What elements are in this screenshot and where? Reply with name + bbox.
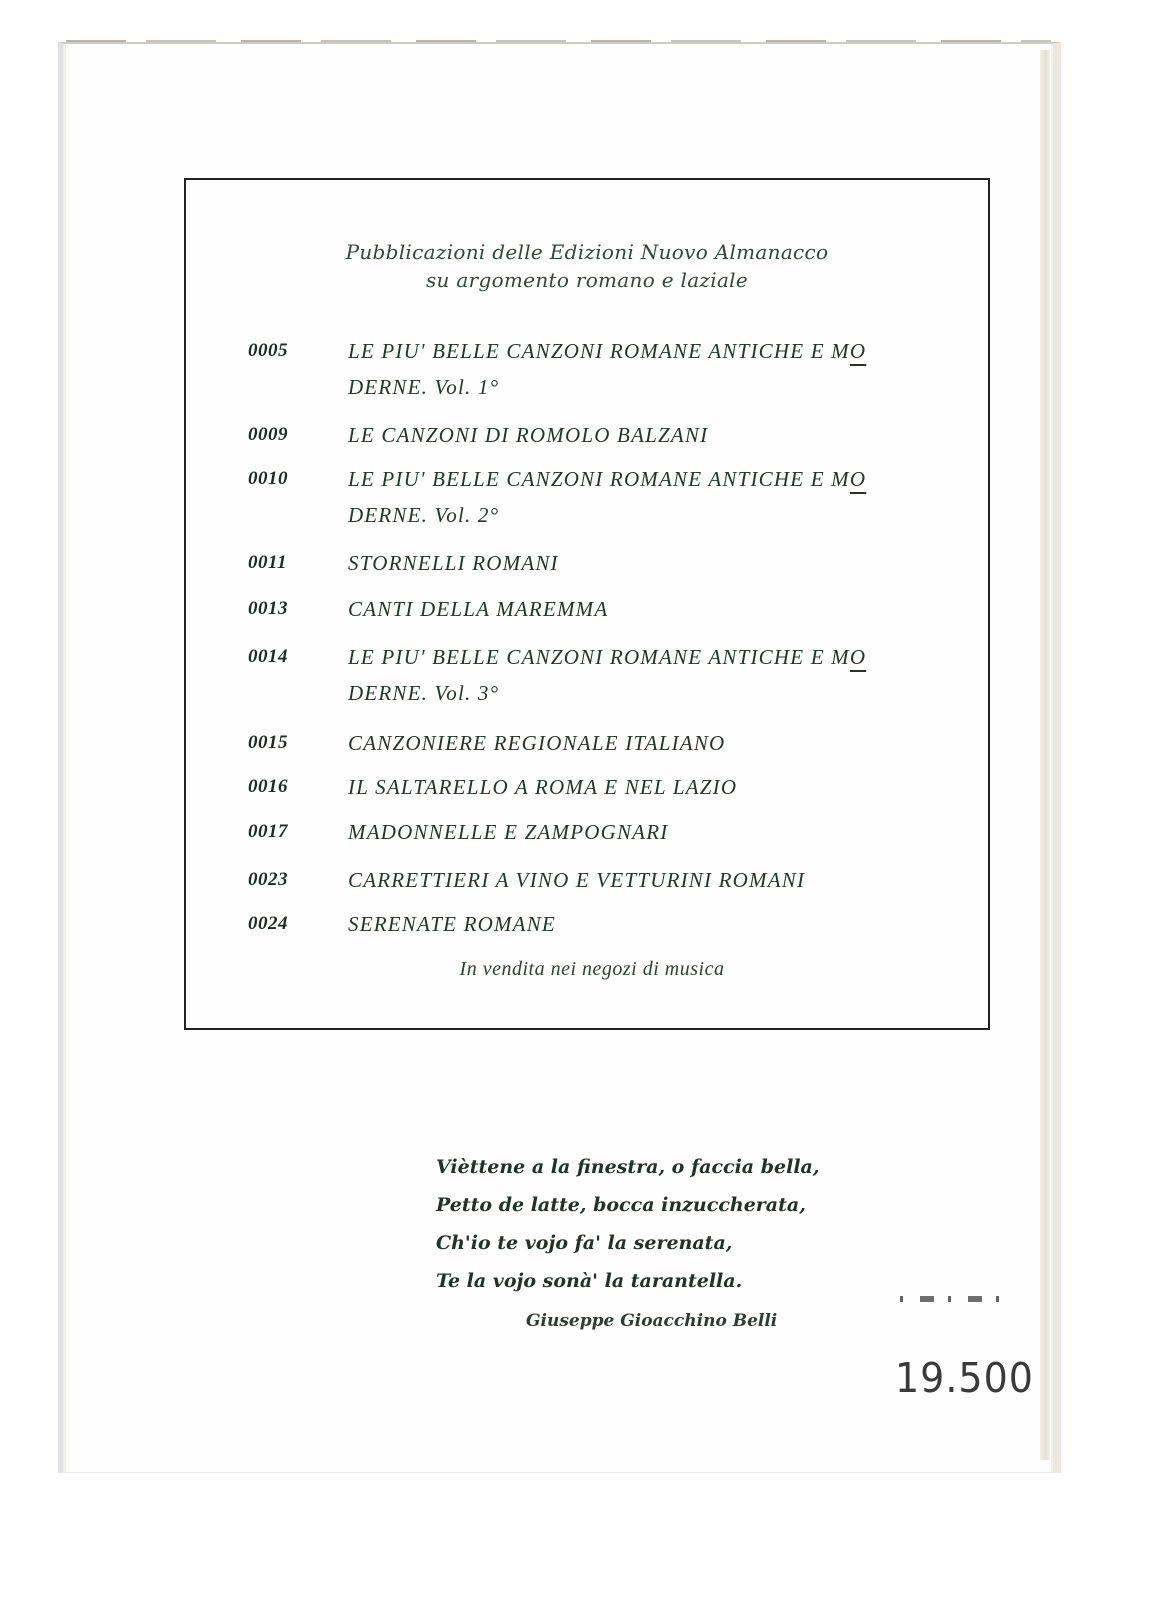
catalog-title xyxy=(348,461,948,533)
catalog-footer: In vendita nei negozi di musica xyxy=(459,958,725,980)
catalog-title: STORNELLI ROMANI xyxy=(348,551,559,575)
cover-top-edge xyxy=(66,40,1051,42)
catalog-heading xyxy=(186,238,988,294)
catalog-list xyxy=(248,340,948,953)
title-text-continued: DERNE. Vol. 1° xyxy=(348,375,500,399)
catalog-code: 0015 xyxy=(248,732,288,753)
title-text-underlined: O xyxy=(849,467,867,491)
poem-line: Te la vojo sonà' la tarantella. xyxy=(436,1270,743,1292)
poem-line: Petto de latte, bocca inzuccherata, xyxy=(436,1194,806,1216)
catalog-code: 0011 xyxy=(248,552,287,573)
catalog-title: SERENATE ROMANE xyxy=(348,912,556,936)
catalog-code: 0017 xyxy=(248,821,288,842)
catalog-item xyxy=(248,646,948,732)
title-text: LE PIU' BELLE CANZONI ROMANE ANTICHE E M xyxy=(348,645,850,669)
poem-author: Giuseppe Gioacchino Belli xyxy=(526,1311,778,1331)
title-text-underlined: O xyxy=(849,645,867,669)
price-sticker-residue xyxy=(900,1296,1004,1302)
title-text: LE PIU' BELLE CANZONI ROMANE ANTICHE E M xyxy=(348,467,850,491)
catalog-title: CARRETTIERI A VINO E VETTURINI ROMANI xyxy=(348,868,806,892)
catalog-item xyxy=(248,340,948,424)
cover-spine-edge xyxy=(1040,50,1050,1460)
catalog-item xyxy=(248,468,948,552)
catalog-title: CANZONIERE REGIONALE ITALIANO xyxy=(348,731,726,755)
catalog-code: 0013 xyxy=(248,598,288,619)
poem-line: Vièttene a la finestra, o faccia bella, xyxy=(436,1156,820,1178)
catalog-code: 0024 xyxy=(248,913,288,934)
catalog-title: LE CANZONI DI ROMOLO BALZANI xyxy=(348,423,709,447)
catalog-code: 0010 xyxy=(248,468,288,489)
catalog-heading-line2: su argomento romano e laziale xyxy=(425,268,749,292)
catalog-heading-line1: Pubblicazioni delle Edizioni Nuovo Almanacco xyxy=(345,240,829,264)
catalog-code: 0005 xyxy=(248,340,288,361)
catalog-title xyxy=(348,639,948,711)
catalog-code: 0009 xyxy=(248,424,288,445)
catalog-code: 0014 xyxy=(248,646,288,667)
catalog-title: CANTI DELLA MAREMMA xyxy=(348,597,609,621)
poem-stanza xyxy=(436,1148,819,1300)
poem-line: Ch'io te vojo fa' la serenata, xyxy=(436,1232,733,1254)
catalog-code: 0016 xyxy=(248,776,288,797)
catalog-title: MADONNELLE E ZAMPOGNARI xyxy=(348,820,669,844)
publications-catalog-box xyxy=(184,178,990,1030)
catalog-title: IL SALTARELLO A ROMA E NEL LAZIO xyxy=(348,775,738,799)
price-label: 19.500 xyxy=(895,1354,1034,1402)
title-text-underlined: O xyxy=(849,339,867,363)
title-text-continued: DERNE. Vol. 2° xyxy=(348,503,500,527)
title-text-continued: DERNE. Vol. 3° xyxy=(348,681,500,705)
title-text: LE PIU' BELLE CANZONI ROMANE ANTICHE E M xyxy=(348,339,850,363)
catalog-title xyxy=(348,333,948,405)
catalog-item xyxy=(248,913,948,953)
catalog-code: 0023 xyxy=(248,869,288,890)
